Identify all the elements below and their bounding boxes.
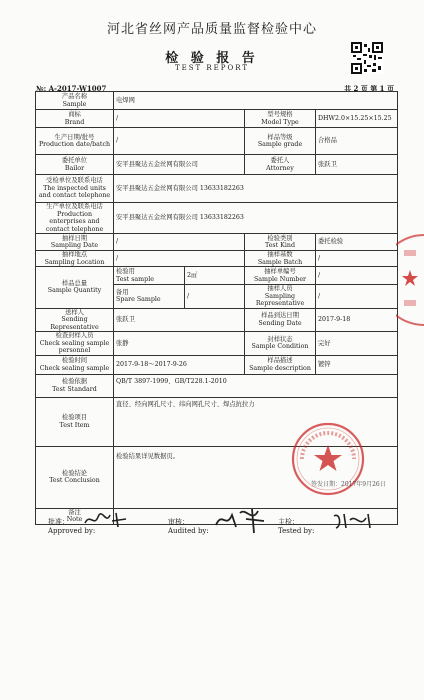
row-product-name — [36, 92, 398, 110]
label-en: Test Kind — [264, 242, 295, 249]
label-cn: 样品总量 — [61, 279, 88, 287]
label-cn: 样品等级 — [267, 133, 293, 141]
label-en: Tested by: — [278, 527, 315, 535]
label-en: Sample Quantity — [47, 287, 102, 295]
value-test-standard: QB/T 3897-1999、GB/T228.1-2010 — [114, 374, 398, 397]
label-cn: 检验时间 — [61, 357, 88, 364]
issue-date: 签发日期：2017年9月26日 — [311, 481, 386, 488]
side-seal-icon — [396, 230, 424, 330]
label-cn: 生产日期/批号 — [54, 133, 95, 141]
value-model: DHW2.0×15.25×15.25 — [316, 110, 398, 128]
row-producer — [36, 203, 398, 234]
org-name: 河北省丝网产品质量监督检验中心 — [106, 22, 317, 37]
value-sampling-rep: / — [316, 285, 398, 309]
label-cn: 检验用 — [116, 268, 135, 275]
value-test-kind: 委托检验 — [316, 234, 398, 251]
value-grade: 合格品 — [316, 128, 398, 155]
row-bailor — [36, 155, 398, 175]
label-en: Test sample — [116, 275, 154, 283]
row-inspected-units — [36, 175, 398, 203]
value-product-name: 电焊网 — [114, 92, 398, 110]
signature-auditor-icon — [212, 505, 268, 535]
value-sample-description: 镀锌 — [316, 355, 398, 374]
row-brand-model — [36, 110, 398, 128]
label-en: Bailor — [64, 164, 85, 172]
value-spare-sample: / — [185, 285, 245, 309]
label-en: Sample — [62, 100, 87, 108]
page-info: 共 2 页 第 1 页 — [344, 84, 394, 93]
label-en: Sampling Date — [50, 242, 99, 249]
label-cn: 抽样日期 — [61, 234, 88, 242]
label-en: Test Conclusion — [49, 477, 100, 484]
row-sampling-location — [36, 251, 398, 267]
row-check-time — [36, 355, 398, 374]
value-sample-number: / — [316, 267, 398, 285]
report-title-en: TEST REPORT — [174, 64, 250, 72]
value-attorney: 张跃卫 — [316, 155, 398, 175]
label-en: Audited by: — [168, 527, 209, 535]
label-en: Model Type — [261, 118, 299, 126]
label-cn: 商标 — [68, 111, 81, 118]
label-en: Check sealing sample — [39, 364, 110, 372]
value-inspected-units: 安平县聚达五金丝网有限公司 13633182263 — [114, 175, 398, 203]
label-cn: 检验依据 — [61, 378, 88, 385]
label-cn: 型号规格 — [267, 111, 293, 118]
label-cn: 主检： — [278, 518, 299, 526]
label-cn: 样品到达日期 — [261, 312, 299, 320]
label-cn: 检查封样人员 — [55, 332, 94, 339]
label-en: Test Standard — [52, 385, 97, 393]
tested-by — [278, 517, 314, 535]
label-cn: 抽样地点 — [61, 251, 88, 258]
label-en: Test Item — [59, 421, 90, 429]
row-check-personnel — [36, 332, 398, 356]
label-en: Production date/batch — [38, 141, 111, 148]
label-en: Sample Condition — [251, 343, 309, 351]
row-sending — [36, 308, 398, 332]
label-cn: 抽样单编号 — [264, 268, 296, 275]
label-cn: 备注 — [68, 508, 81, 516]
value-test-item: 直径、经向网孔尺寸、纬向网孔尺寸、焊点抗拉力 — [114, 397, 398, 446]
label-cn: 备用 — [116, 288, 129, 296]
label-cn: 受检单位及联系电话 — [46, 177, 103, 185]
label-cn: 生产单位及联系电话 — [46, 203, 103, 210]
signature-approver-icon — [82, 509, 130, 531]
value-sending-date: 2017-9-18 — [316, 308, 398, 332]
label-en: Approved by: — [48, 527, 96, 535]
label-cn: 检验项目 — [61, 414, 88, 421]
label-cn: 样品描述 — [267, 357, 293, 364]
label-cn: 封样状态 — [267, 335, 293, 343]
label-cn: 检验类别 — [267, 234, 293, 242]
value-brand: / — [114, 110, 245, 128]
label-en: Sampling Representative — [255, 292, 305, 307]
label-en: Sending Representative — [50, 316, 99, 331]
label-cn: 审核： — [168, 518, 189, 526]
label-en: Sample description — [249, 364, 311, 372]
label-cn: 委托人 — [270, 157, 290, 164]
value-sampling-date: / — [114, 234, 245, 251]
row-test-sample — [36, 267, 398, 285]
audited-by — [168, 517, 209, 535]
value-sampling-location: / — [114, 251, 245, 267]
label-cn: 抽样基数 — [267, 251, 293, 258]
label-en: Sample grade — [257, 141, 303, 148]
label-en: Note — [66, 516, 83, 523]
row-sampling-date — [36, 234, 398, 251]
row-production-grade — [36, 128, 398, 155]
label-en: Brand — [64, 118, 85, 126]
value-check-personnel: 张静 — [114, 332, 245, 356]
report-number: №: A-2017-W1007 — [36, 84, 107, 93]
signature-tester-icon — [330, 510, 376, 532]
value-producer: 安平县聚达五金丝网有限公司 13633182263 — [114, 203, 398, 234]
label-en: Sending Date — [258, 319, 302, 327]
value-test-sample: 2㎡ — [185, 267, 245, 285]
label-en: The inspected units and contact telephone — [38, 184, 111, 200]
value-production-date: / — [114, 128, 245, 155]
label-en: Check sealing sample personnel — [39, 339, 110, 354]
value-sample-condition: 完好 — [316, 332, 398, 356]
label-cn: 产品名称 — [61, 93, 88, 100]
value-conclusion: 检验结果详见数据页。 — [114, 446, 398, 508]
value-sending-rep: 张跃卫 — [114, 308, 245, 332]
label-en: Sampling Location — [44, 258, 105, 266]
value-bailor: 安平县聚达五金丝网有限公司 — [114, 155, 245, 175]
report-title-cn: 检 验 报 告 — [165, 51, 259, 66]
label-cn: 抽样人员 — [267, 285, 293, 292]
label-en: Attorney — [266, 164, 294, 172]
label-cn: 委托单位 — [61, 157, 88, 164]
row-test-standard — [36, 374, 398, 397]
label-en: Sample Batch — [257, 258, 303, 266]
label-cn: 检验结论 — [61, 469, 88, 477]
value-sample-batch: / — [316, 251, 398, 267]
label-cn: 批准： — [48, 518, 69, 526]
label-en: Sample Number — [253, 275, 307, 283]
label-en: Production enterprises and contact telephone — [45, 210, 104, 233]
label-cn: 送样人 — [65, 308, 84, 316]
value-check-time: 2017-9-18～2017-9-26 — [114, 355, 245, 374]
label-en: Spare Sample — [116, 296, 161, 304]
